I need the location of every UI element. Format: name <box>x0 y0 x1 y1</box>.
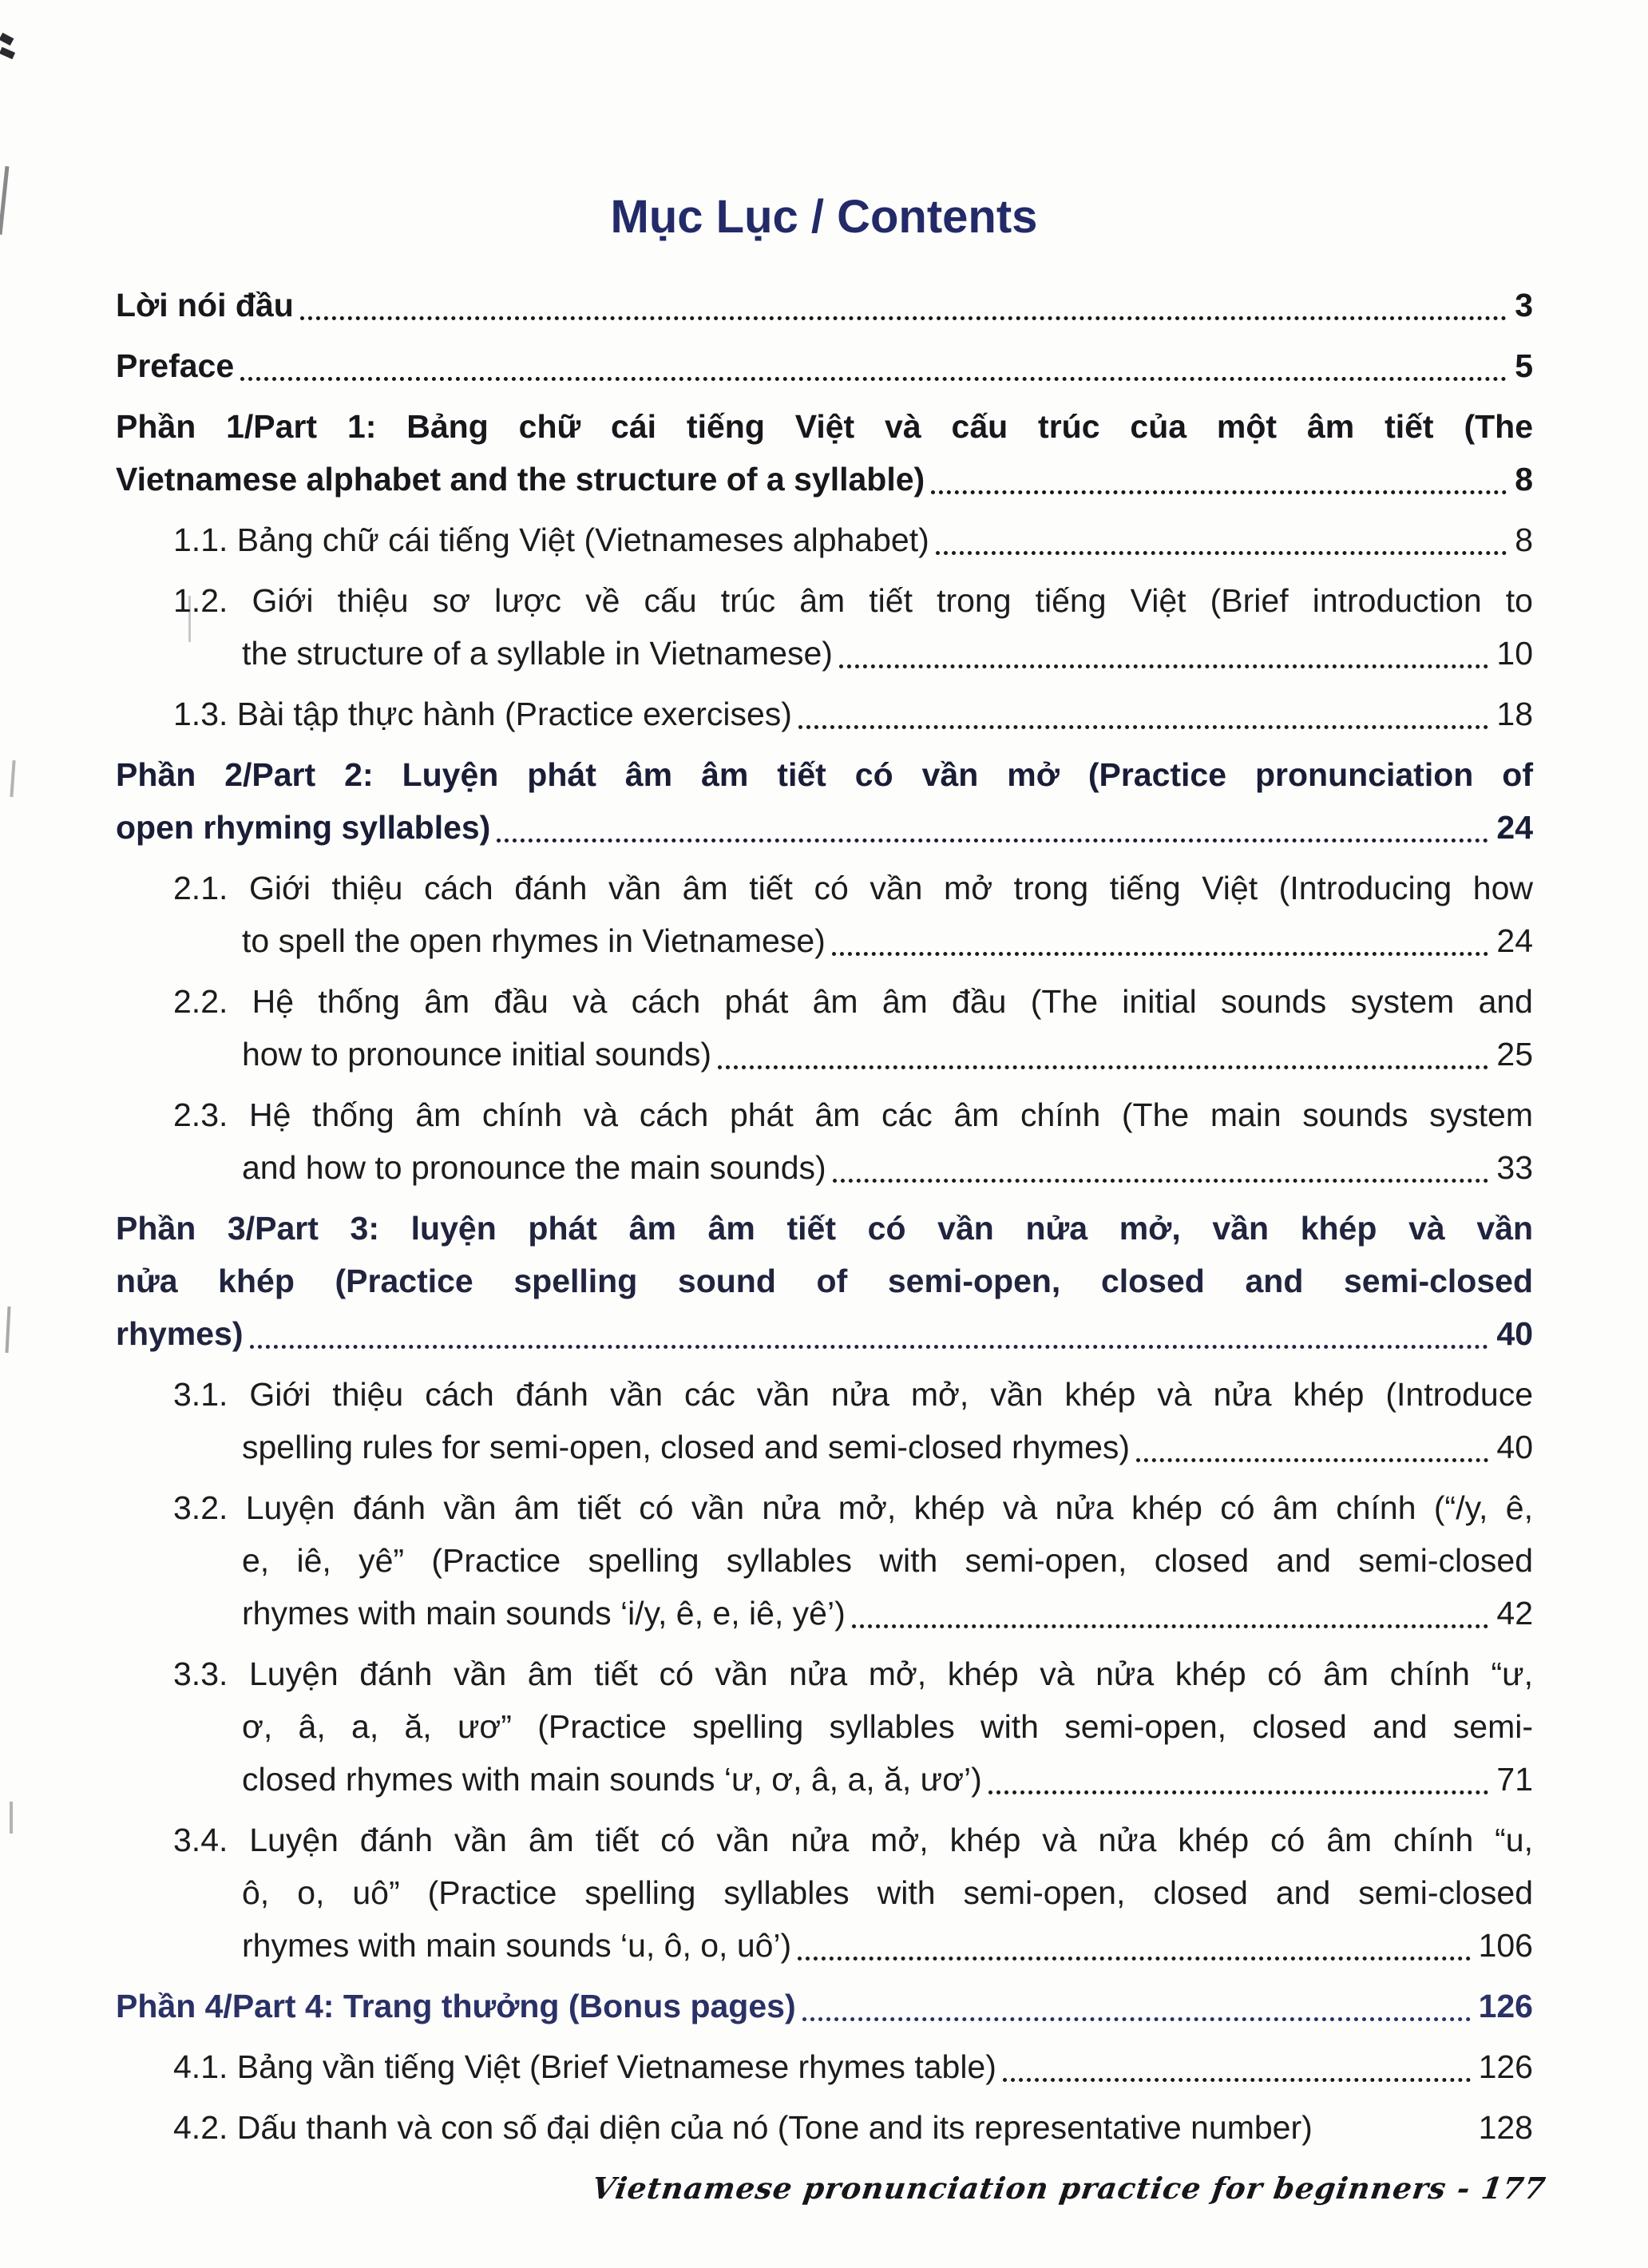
toc-entry-line-last <box>116 1421 1533 1473</box>
toc-entry-line: e, iê, yê” (Practice spelling syllables with semi-open, closed and semi-closed <box>242 1542 1533 1579</box>
dot-leader <box>798 1957 1470 1961</box>
toc-entry-line: 2.3. Hệ thống âm chính và cách phát âm các âm chính (The main sounds system <box>173 1096 1533 1133</box>
toc-entry <box>116 1980 1533 2032</box>
toc-page-number: 3 <box>1515 287 1533 323</box>
dot-leader <box>936 551 1507 555</box>
toc-page-number: 128 <box>1478 2109 1533 2146</box>
toc-entry <box>116 1481 1533 1640</box>
toc-entry <box>116 862 1533 967</box>
dot-leader <box>1003 2078 1471 2082</box>
toc-entry-line-last <box>116 1028 1533 1080</box>
toc-entry-line: 3.3. Luyện đánh vần âm tiết có vần nửa mở, khép và nửa khép có âm chính “ư, <box>173 1655 1533 1692</box>
toc-entry-text: Vietnamese alphabet and the structure of a syllable) <box>116 461 925 498</box>
dot-leader <box>798 725 1488 729</box>
toc-entry-text: 1.3. Bài tập thực hành (Practice exercises) <box>173 696 792 732</box>
toc-page-number: 8 <box>1515 461 1533 498</box>
toc-entry-line: 3.2. Luyện đánh vần âm tiết có vần nửa mở, khép và nửa khép có âm chính (“/y, ê, <box>173 1489 1533 1526</box>
toc-entry-line: 1.2. Giới thiệu sơ lược về cấu trúc âm tiết trong tiếng Việt (Brief introduction to <box>173 582 1533 619</box>
toc-entry-line: Phần 3/Part 3: luyện phát âm âm tiết có vần nửa mở, vần khép và vần <box>116 1210 1533 1247</box>
toc-entry-line-last <box>116 1753 1533 1806</box>
toc-entry-text: rhymes with main sounds ‘u, ô, o, uô’) <box>242 1927 792 1964</box>
toc-entry-text: 1.1. Bảng chữ cái tiếng Việt (Vietnameses alphabet) <box>173 521 929 558</box>
toc-entry-line-last <box>116 1919 1533 1972</box>
toc-entry <box>116 1647 1533 1806</box>
toc-entry-line-last <box>116 688 1533 740</box>
toc-page-number: 42 <box>1496 1595 1533 1632</box>
dot-leader <box>250 1345 1489 1349</box>
toc-entry-line-last <box>116 339 1533 392</box>
toc-entry-line: nửa khép (Practice spelling sound of semi-open, closed and semi-closed <box>116 1263 1533 1299</box>
dot-leader <box>802 2017 1471 2021</box>
toc-entry-line: 2.2. Hệ thống âm đầu và cách phát âm âm đầu (The initial sounds system and <box>173 983 1533 1020</box>
dot-leader <box>718 1065 1488 1069</box>
toc-entry-line: Phần 1/Part 1: Bảng chữ cái tiếng Việt và cấu trúc của một âm tiết (The <box>116 408 1533 445</box>
scan-artifact <box>188 596 191 642</box>
toc-page-number: 126 <box>1478 1988 1533 2024</box>
dot-leader <box>240 377 1507 381</box>
scan-artifact <box>10 1802 13 1834</box>
toc-entry-line: Phần 2/Part 2: Luyện phát âm âm tiết có vần mở (Practice pronunciation of <box>116 756 1533 793</box>
toc-entry <box>116 1368 1533 1473</box>
toc-page-number: 24 <box>1496 809 1533 846</box>
dot-leader <box>931 490 1507 494</box>
toc-entry-line: ô, o, uô” (Practice spelling syllables with semi-open, closed and semi-closed <box>242 1874 1533 1911</box>
dot-leader <box>833 1179 1489 1183</box>
running-footer: Vietnamese pronunciation practice for beginners - 177 <box>590 2171 1549 2206</box>
toc-page-number: 8 <box>1515 521 1533 558</box>
toc-entry <box>116 279 1533 331</box>
toc-entry-line: 2.1. Giới thiệu cách đánh vần âm tiết có vần mở trong tiếng Việt (Introducing how <box>173 870 1533 906</box>
toc-entry-text: spelling rules for semi-open, closed and semi-closed rhymes) <box>242 1429 1131 1465</box>
toc-page-number: 25 <box>1496 1036 1533 1073</box>
toc-entry-line-last <box>116 2040 1533 2093</box>
toc-entry <box>116 975 1533 1080</box>
dot-leader <box>988 1790 1489 1794</box>
toc-page-number: 126 <box>1478 2048 1533 2085</box>
toc-entry-line-last <box>116 2101 1533 2154</box>
toc-entry <box>116 688 1533 740</box>
toc-entry-text: closed rhymes with main sounds ‘ư, ơ, â, a, ă, ươ’) <box>242 1761 982 1798</box>
toc-entry <box>116 2040 1533 2093</box>
toc-entry-text: Phần 4/Part 4: Trang thưởng (Bonus pages) <box>116 1988 796 2024</box>
toc-entry <box>116 1814 1533 1972</box>
toc-entry-text: rhymes with main sounds ‘i/y, ê, e, iê, yê’) <box>242 1595 846 1632</box>
toc-entry <box>116 2101 1533 2154</box>
toc-entry-line: 3.4. Luyện đánh vần âm tiết có vần nửa mở, khép và nửa khép có âm chính “u, <box>173 1822 1533 1858</box>
dot-leader <box>1136 1458 1488 1462</box>
toc-entry-line-last <box>116 453 1533 506</box>
toc-page-number: 71 <box>1496 1761 1533 1798</box>
toc-entry-text: the structure of a syllable in Vietnamese) <box>242 635 833 672</box>
toc-entry-line-last <box>116 1980 1533 2032</box>
dot-leader <box>300 316 1507 320</box>
toc-entry-line: ơ, â, a, ă, ươ” (Practice spelling syllables with semi-open, closed and semi- <box>242 1708 1533 1745</box>
toc-entry <box>116 513 1533 566</box>
toc-entry-text: to spell the open rhymes in Vietnamese) <box>242 922 826 959</box>
toc-entry-text: rhymes) <box>116 1315 244 1352</box>
toc-entry <box>116 400 1533 506</box>
toc-entry-line-last <box>116 513 1533 566</box>
toc-entry-line-last <box>116 279 1533 331</box>
toc-entry-text: how to pronounce initial sounds) <box>242 1036 712 1073</box>
toc-entry <box>116 574 1533 680</box>
toc-entry <box>116 1202 1533 1360</box>
toc-entry-text: Preface <box>116 347 235 384</box>
toc-entry-text: Lời nói đầu <box>116 287 294 323</box>
toc-page-number: 40 <box>1496 1429 1533 1465</box>
toc-entry <box>116 1088 1533 1194</box>
toc-entry-text: 4.2. Dấu thanh và con số đại diện của nó (Tone and its representative number) <box>173 2109 1313 2146</box>
dot-leader <box>852 1624 1489 1628</box>
toc-entry <box>116 748 1533 854</box>
toc-page-number: 106 <box>1478 1927 1533 1964</box>
dot-leader <box>832 952 1489 956</box>
toc-page-number: 24 <box>1496 922 1533 959</box>
toc-entry-line-last <box>116 801 1533 854</box>
toc-page-number: 18 <box>1496 696 1533 732</box>
toc-entry-line-last <box>116 1307 1533 1360</box>
page-title: Mục Lục / Contents <box>610 191 1038 243</box>
toc-page-number: 40 <box>1496 1315 1533 1352</box>
toc-page-number: 5 <box>1515 347 1533 384</box>
toc-entry-line: 3.1. Giới thiệu cách đánh vần các vần nửa mở, vần khép và nửa khép (Introduce <box>173 1376 1533 1413</box>
toc-entry-text: open rhyming syllables) <box>116 809 491 846</box>
toc-entry-text: and how to pronounce the main sounds) <box>242 1149 826 1186</box>
toc-entry <box>116 339 1533 392</box>
dot-leader <box>497 839 1488 843</box>
toc-entry-line-last <box>116 914 1533 967</box>
scan-artifact <box>5 1306 10 1353</box>
table-of-contents <box>116 279 1533 2154</box>
toc-page-number: 33 <box>1496 1149 1533 1186</box>
toc-entry-text: 4.1. Bảng vần tiếng Việt (Brief Vietnamese rhymes table) <box>173 2048 996 2085</box>
dot-leader <box>839 664 1488 668</box>
toc-entry-line-last <box>116 1141 1533 1194</box>
toc-entry-line-last <box>116 1587 1533 1640</box>
scan-artifact <box>10 760 15 797</box>
toc-entry-line-last <box>116 627 1533 680</box>
toc-page-number: 10 <box>1496 635 1533 672</box>
